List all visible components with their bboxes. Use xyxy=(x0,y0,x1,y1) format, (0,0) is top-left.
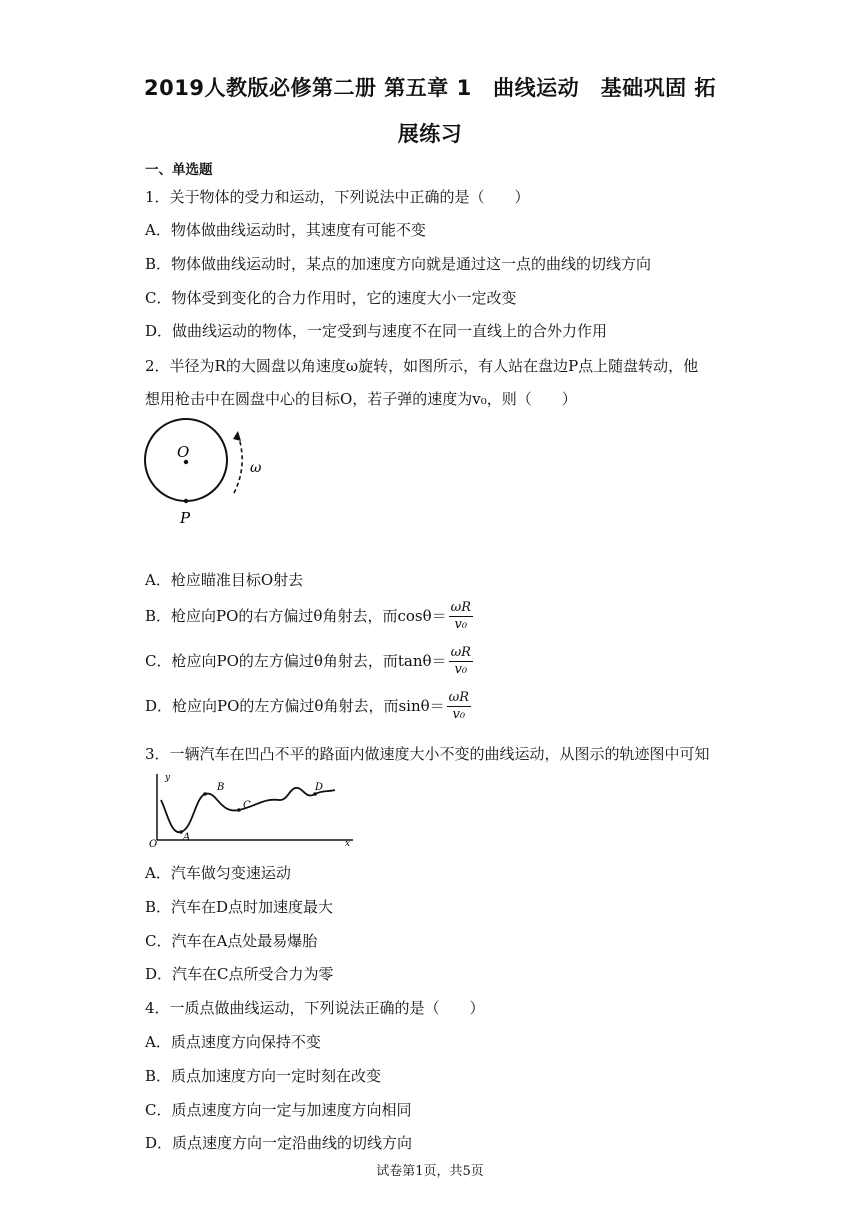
label-y: y xyxy=(165,773,171,783)
option-d-text: D．枪应向PO的左方偏过θ角射去，而sinθ＝ xyxy=(145,696,445,715)
question-1-option-a: A．物体做曲线运动时，其速度有可能不变 xyxy=(145,221,426,239)
page-title: 2019人教版必修第二册 第五章 1 曲线运动 基础巩固 拓 xyxy=(144,76,716,100)
option-b-text: B．枪应向PO的右方偏过θ角射去，而cosθ＝ xyxy=(145,606,447,625)
question-4-option-b: B．质点加速度方向一定时刻在改变 xyxy=(145,1067,382,1085)
question-3-option-b: B．汽车在D点时加速度最大 xyxy=(145,898,334,916)
label-x: x xyxy=(345,839,351,848)
label-origin: O xyxy=(149,839,158,848)
question-2-option-c xyxy=(145,645,473,679)
fraction-denominator: v₀ xyxy=(454,617,468,633)
fraction-numerator: ωR xyxy=(449,600,473,617)
fraction xyxy=(449,600,473,634)
fraction-denominator: v₀ xyxy=(454,662,468,678)
label-a: A xyxy=(183,832,191,843)
question-3-option-c: C．汽车在A点处最易爆胎 xyxy=(145,932,318,950)
point-c xyxy=(237,808,241,812)
question-4-option-d: D．质点速度方向一定沿曲线的切线方向 xyxy=(145,1134,413,1152)
option-c-text: C．枪应向PO的左方偏过θ角射去，而tanθ＝ xyxy=(145,651,447,670)
label-omega: ω xyxy=(250,460,262,476)
fraction-numerator: ωR xyxy=(449,645,473,662)
question-4-option-a: A．质点速度方向保持不变 xyxy=(145,1033,321,1051)
question-2-stem: 2．半径为R的大圆盘以角速度ω旋转，如图所示，有人站在盘边P点上随盘转动，他 xyxy=(145,357,699,375)
question-2-option-a: A．枪应瞄准目标O射去 xyxy=(145,571,304,589)
arrow-head xyxy=(233,431,241,441)
question-1-stem: 1．关于物体的受力和运动，下列说法中正确的是（ ） xyxy=(145,188,530,206)
question-4-stem: 4．一质点做曲线运动，下列说法正确的是（ ） xyxy=(145,999,485,1017)
section-heading: 一、单选题 xyxy=(145,162,213,178)
question-2-option-d xyxy=(145,690,471,724)
label-b: B xyxy=(217,782,225,793)
question-3-stem: 3．一辆汽车在凹凸不平的路面内做速度大小不变的曲线运动，从图示的轨迹图中可知 xyxy=(145,745,710,763)
question-1-option-d: D．做曲线运动的物体，一定受到与速度不在同一直线上的合外力作用 xyxy=(145,322,608,340)
label-p: P xyxy=(180,509,191,527)
point-b xyxy=(203,792,207,796)
question-4-option-c: C．质点速度方向一定与加速度方向相同 xyxy=(145,1101,412,1119)
fraction-numerator: ωR xyxy=(447,690,471,707)
label-o: O xyxy=(177,443,190,461)
rotating-disc-figure xyxy=(140,415,280,530)
fraction-denominator: v₀ xyxy=(452,707,466,723)
page-footer: 试卷第1页，共5页 xyxy=(376,1164,484,1179)
question-3-option-a: A．汽车做匀变速运动 xyxy=(145,864,291,882)
label-d: D xyxy=(315,782,324,793)
fraction xyxy=(447,690,471,724)
question-2-option-b xyxy=(145,600,473,634)
fraction xyxy=(449,645,473,679)
label-c: C xyxy=(243,800,251,811)
edge-point xyxy=(184,499,188,503)
question-1-option-b: B．物体做曲线运动时，某点的加速度方向就是通过这一点的曲线的切线方向 xyxy=(145,255,652,273)
rotation-arrow xyxy=(234,435,242,493)
question-3-option-d: D．汽车在C点所受合力为零 xyxy=(145,965,334,983)
question-2-stem-cont: 想用枪击中在圆盘中心的目标O，若子弹的速度为v₀，则（ ） xyxy=(145,390,577,408)
page-title-cont: 展练习 xyxy=(397,122,463,146)
question-1-option-c: C．物体受到变化的合力作用时，它的速度大小一定改变 xyxy=(145,289,517,307)
road-trajectory-figure xyxy=(145,770,360,848)
